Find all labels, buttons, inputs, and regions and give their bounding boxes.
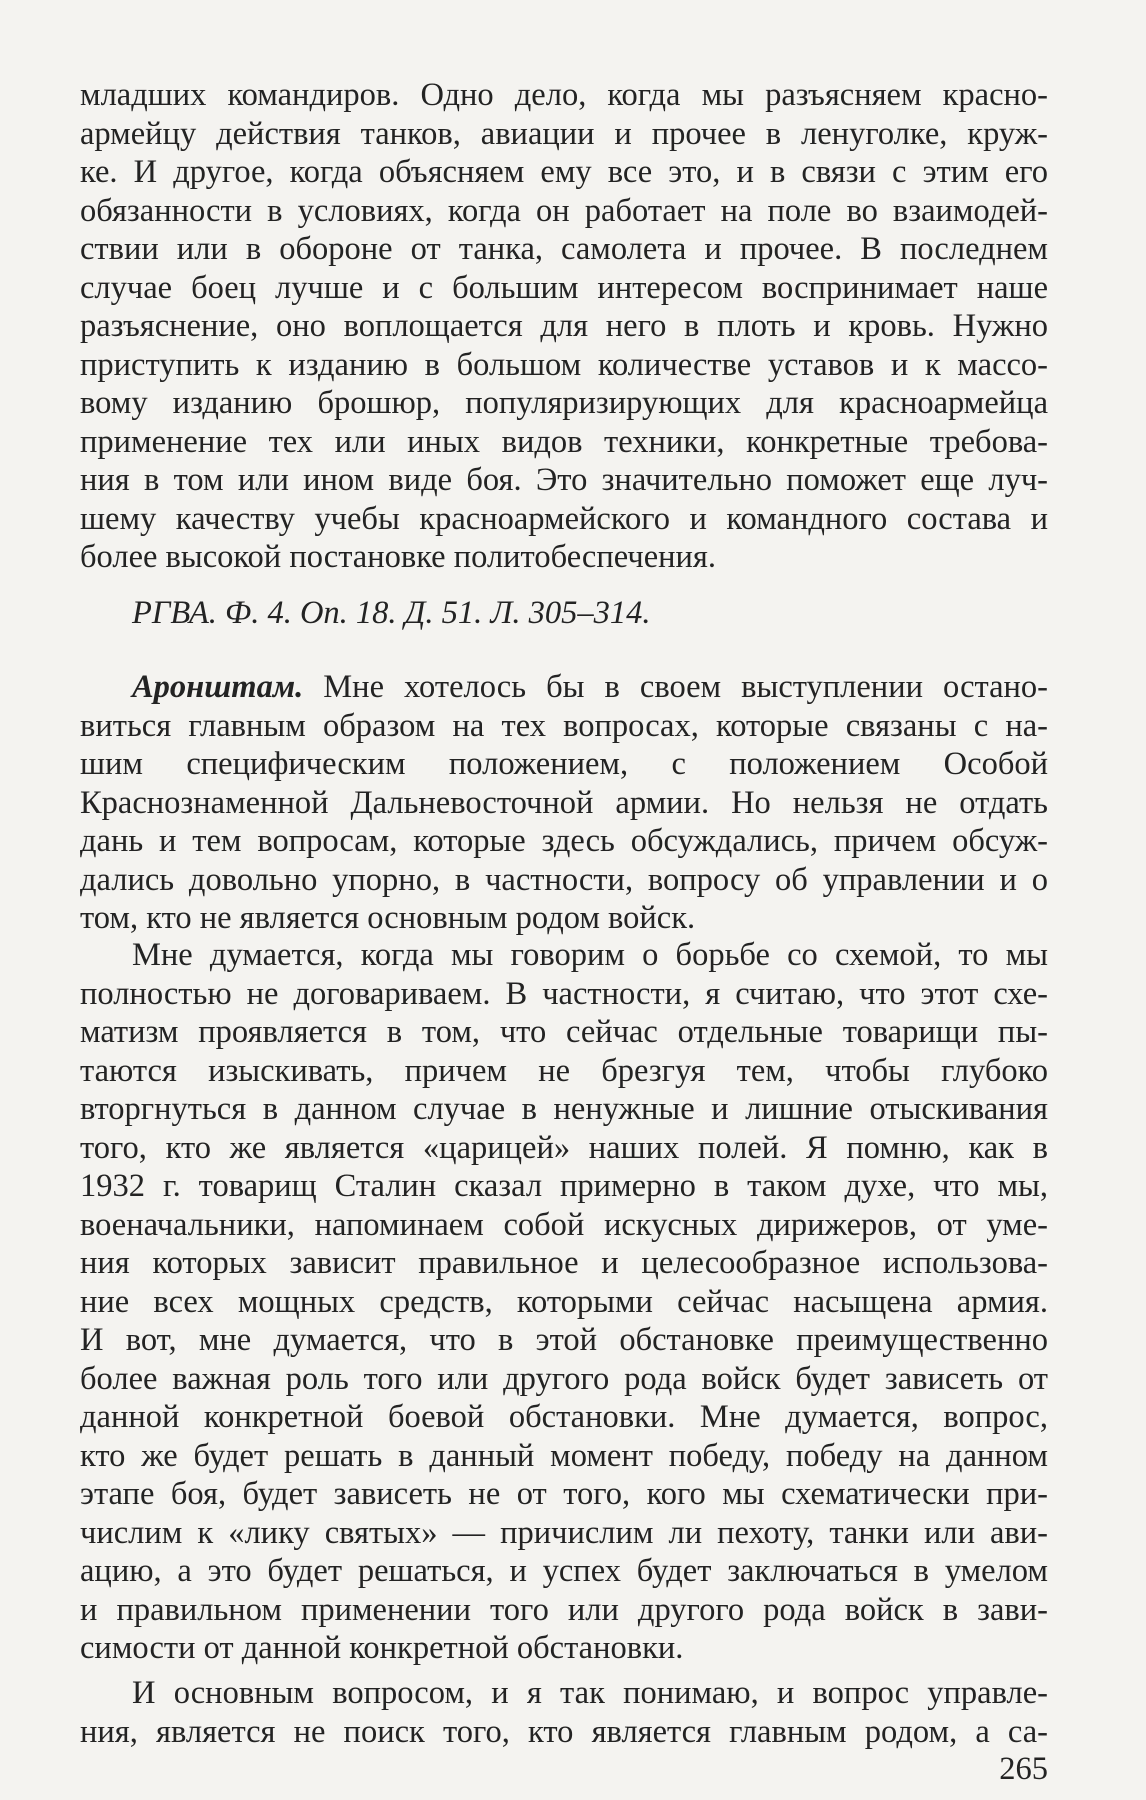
text-line: матизм проявляется в том, что сейчас отдельные товарищи пы- [80,1014,1048,1050]
text-line: полностью не договариваем. В частности, я считаю, что этот схе- [80,975,1048,1012]
archive-reference [80,594,1048,633]
text-line: применение тех или иных видов техники, конкретные требова- [80,423,1048,460]
text-line: числим к «лику святых» — причислим ли пехоту, танки или ави- [80,1514,1048,1551]
text-line [80,668,1048,707]
text-line: ствии или в обороне от танка, самолета и прочее. В последнем [80,231,1048,267]
text-line: дань и тем вопросам, которые здесь обсуждались, причем обсуж- [80,823,1048,859]
text-line: обязанности в условиях, когда он работает на поле во взаимодей- [80,192,1048,229]
speaker-name: Аронштам. [132,669,304,705]
text-line: армейцу действия танков, авиации и прочее в ленуголке, круж- [80,115,1048,152]
text-line: ния которых зависит правильное и целесообразное использова- [80,1245,1048,1281]
text-line: Краснознаменной Дальневосточной армии. Но нельзя не отдать [80,784,1048,821]
text-line: шему качеству учебы красноармейского и командного состава и [80,500,1048,537]
speaker-paragraph [80,668,1048,938]
text-line: военачальники, напоминаем собой искусных дирижеров, от уме- [80,1206,1048,1243]
text-line: вторгнуться в данном случае в ненужные и лишние отыскивания [80,1091,1048,1127]
text-line: данной конкретной боевой обстановки. Мне думается, вопрос, [80,1399,1048,1435]
text-line: случае боец лучше и с большим интересом воспринимает наше [80,269,1048,306]
text-line: 1932 г. товарищ Сталин сказал примерно в таком духе, что мы, [80,1168,1048,1204]
text-line: приступить к изданию в большом количестве уставов и к массо- [80,346,1048,383]
archive-reference-text: РГВА. Ф. 4. Оп. 18. Д. 51. Л. 305–314. [132,595,651,631]
text-line: симости от данной конкретной обстановки. [80,1630,684,1666]
text-line: И основным вопросом, и я так понимаю, и вопрос управле- [132,1675,1048,1711]
paragraph [80,1674,1048,1751]
text-line: более важная роль того или другого рода войск будет зависеть от [80,1360,1048,1397]
text-line: И вот, мне думается, что в этой обстановке преимущественно [80,1322,1048,1358]
text-line: шим специфическим положением, с положением Особой [80,746,1048,782]
text-line: ния, является не поиск того, кто является главным родом, а са- [80,1713,1048,1750]
paragraph-continuation [80,76,1048,577]
text-line: того, кто же является «царицей» наших полей. Я помню, как в [80,1129,1048,1166]
text-line: ние всех мощных средств, которыми сейчас насыщена армия. [80,1283,1048,1320]
text-line: дались довольно упорно, в частности, вопросу об управлении и о [80,861,1048,898]
text-line: ацию, а это будет решаться, и успех будет заключаться в умелом [80,1553,1048,1589]
text-line: более высокой постановке политобеспечения. [80,539,716,575]
text-line: таются изыскивать, причем не брезгуя тем, чтобы глубоко [80,1052,1048,1089]
text-line: ке. И другое, когда объясняем ему все это, и в связи с этим его [80,154,1048,190]
speaker-first-line: Мне хотелось бы в своем выступлении остано- [323,669,1048,705]
paragraph [80,936,1048,1668]
text-line: Мне думается, когда мы говорим о борьбе со схемой, то мы [132,937,1048,973]
text-line: виться главным образом на тех вопросах, которые связаны с на- [80,707,1048,744]
text-line: кто же будет решать в данный момент победу, победу на данном [80,1437,1048,1474]
text-line: вому изданию брошюр, популяризирующих для красноармейца [80,385,1048,421]
text-line: этапе боя, будет зависеть не от того, кого мы схематически при- [80,1476,1048,1512]
text-line: разъяснение, оно воплощается для него в плоть и кровь. Нужно [80,308,1048,344]
text-line: ния в том или ином виде боя. Это значительно поможет еще луч- [80,462,1048,498]
text-line: и правильном применении того или другого рода войск в зави- [80,1591,1048,1628]
text-line: том, кто не является основным родом войск. [80,900,696,936]
text-line: младших командиров. Одно дело, когда мы разъясняем красно- [80,77,1048,113]
page-number: 265 [999,1751,1048,1787]
